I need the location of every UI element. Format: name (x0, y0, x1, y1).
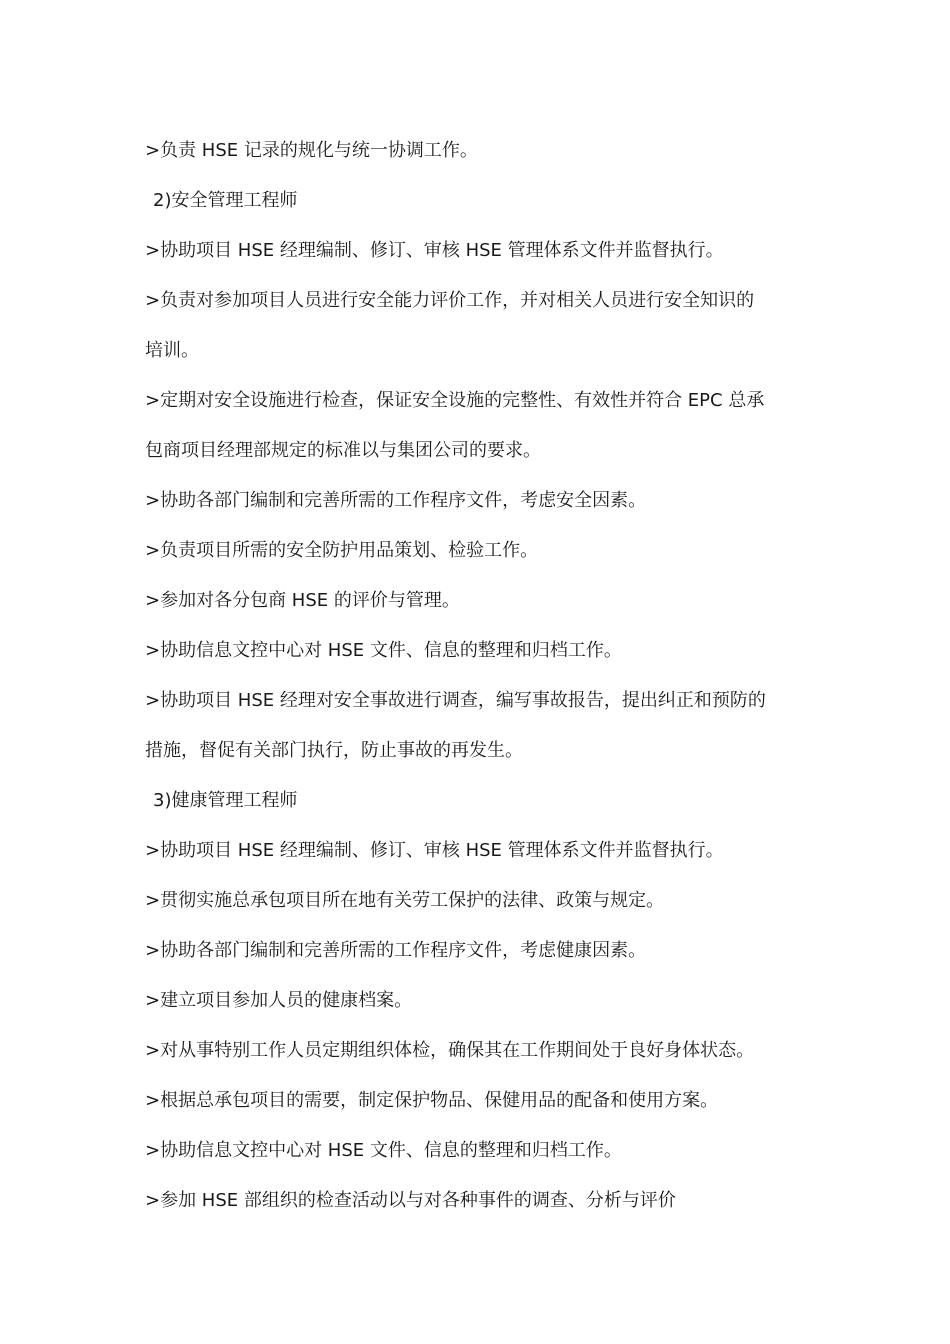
text-line: >根据总承包项目的需要，制定保护物品、保健用品的配备和使用方案。 (145, 1090, 719, 1111)
text-line: >负责项目所需的安全防护用品策划、检验工作。 (145, 540, 539, 561)
text-line: >定期对安全设施进行检查，保证安全设施的完整性、有效性并符合 EPC 总承 (145, 390, 765, 411)
section-heading-safety-engineer: 2)安全管理工程师 (153, 190, 298, 211)
text-line: >参加对各分包商 HSE 的评价与管理。 (145, 590, 460, 611)
text-line: >对从事特别工作人员定期组织体检，确保其在工作期间处于良好身体状态。 (145, 1040, 755, 1061)
text-line: >负责 HSE 记录的规化与统一协调工作。 (145, 140, 478, 161)
text-line: 培训。 (145, 340, 199, 361)
text-line: >参加 HSE 部组织的检查活动以与对各种事件的调查、分析与评价 (145, 1190, 676, 1211)
text-line: >贯彻实施总承包项目所在地有关劳工保护的法律、政策与规定。 (145, 890, 665, 911)
text-line: 措施，督促有关部门执行，防止事故的再发生。 (145, 740, 523, 761)
text-line: >协助信息文控中心对 HSE 文件、信息的整理和归档工作。 (145, 1140, 622, 1161)
document-body (145, 126, 825, 1226)
text-line: >协助各部门编制和完善所需的工作程序文件，考虑安全因素。 (145, 490, 647, 511)
text-line: >协助信息文控中心对 HSE 文件、信息的整理和归档工作。 (145, 640, 622, 661)
text-line: >协助项目 HSE 经理编制、修订、审核 HSE 管理体系文件并监督执行。 (145, 240, 724, 261)
text-line: >协助项目 HSE 经理对安全事故进行调查，编写事故报告，提出纠正和预防的 (145, 690, 766, 711)
text-line: >协助项目 HSE 经理编制、修订、审核 HSE 管理体系文件并监督执行。 (145, 840, 724, 861)
text-line: >负责对参加项目人员进行安全能力评价工作，并对相关人员进行安全知识的 (145, 290, 755, 311)
section-heading-health-engineer: 3)健康管理工程师 (153, 790, 298, 811)
text-line: >建立项目参加人员的健康档案。 (145, 990, 413, 1011)
text-line: >协助各部门编制和完善所需的工作程序文件，考虑健康因素。 (145, 940, 647, 961)
text-line: 包商项目经理部规定的标准以与集团公司的要求。 (145, 440, 541, 461)
